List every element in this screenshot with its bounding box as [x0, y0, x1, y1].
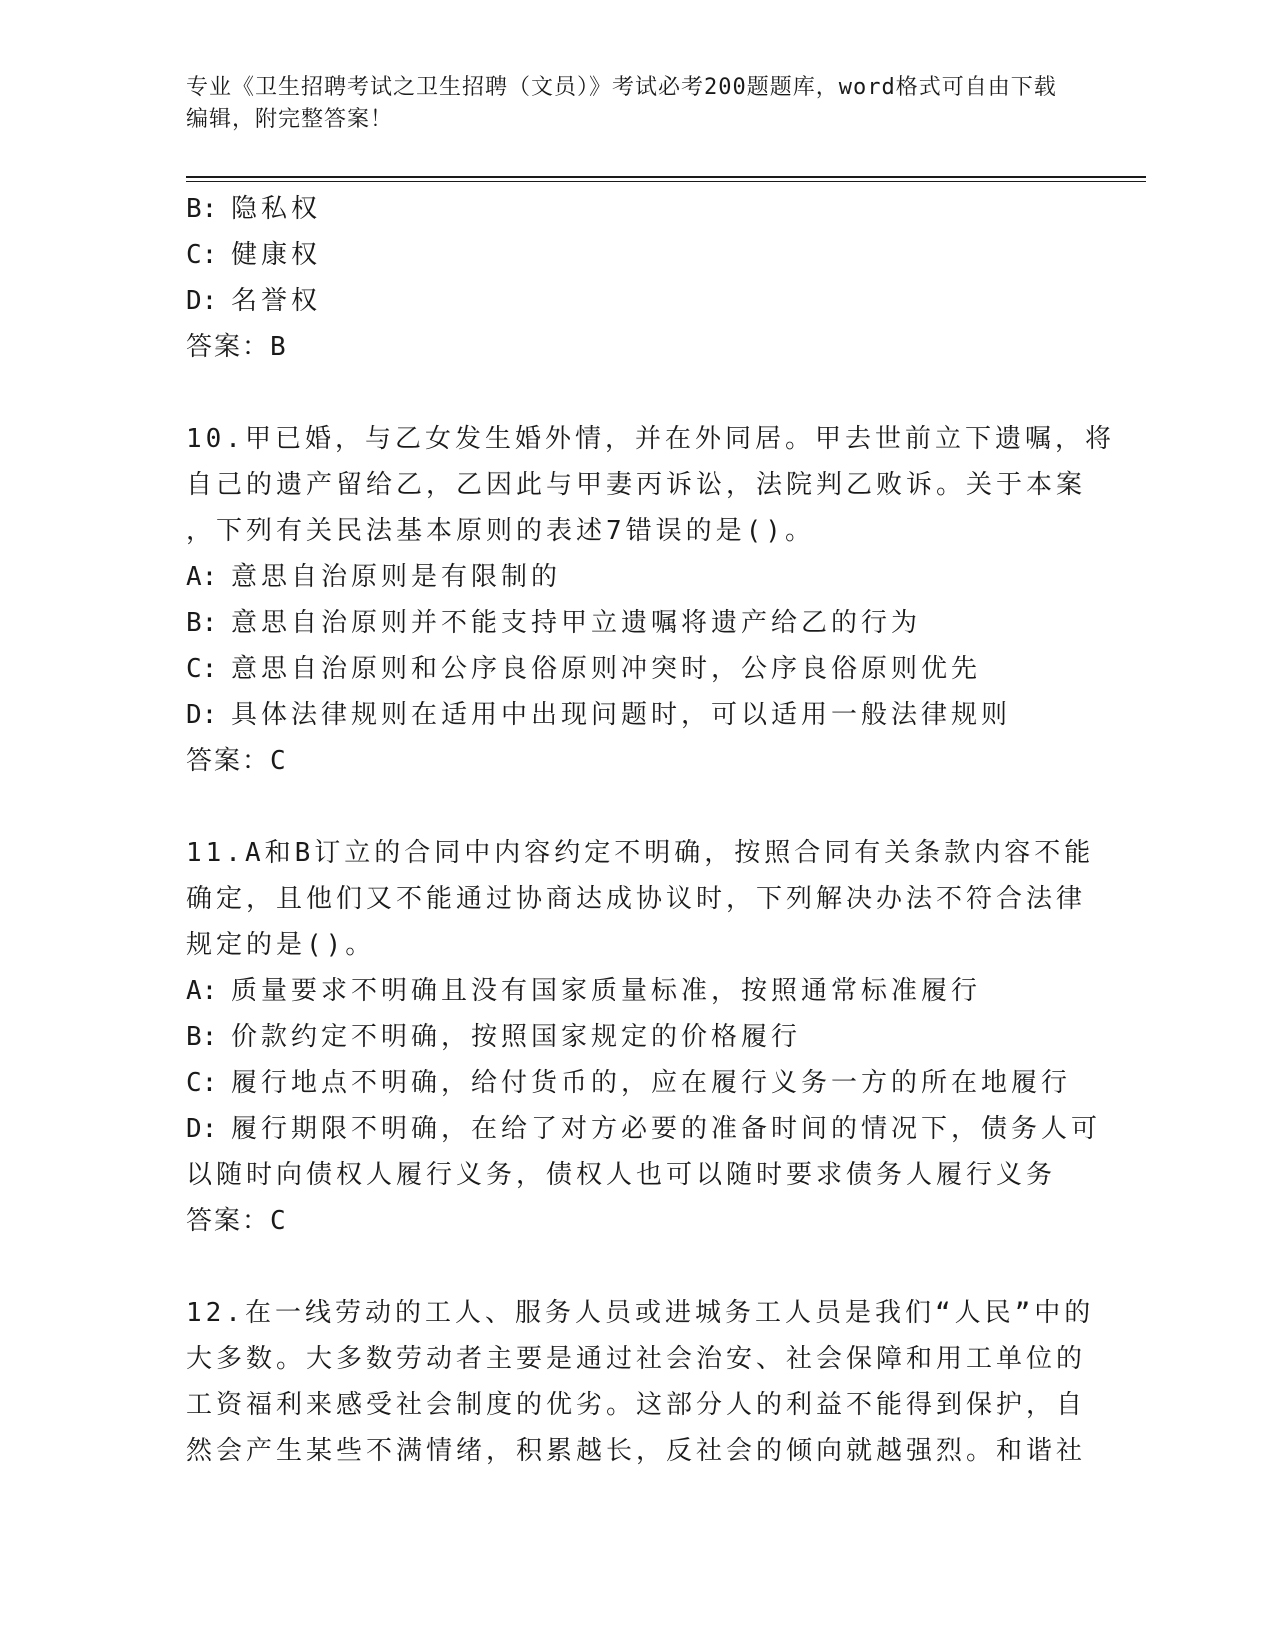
- header-text: 专业《卫生招聘考试之卫生招聘（文员）》考试必考200题题库，word格式可自由下载编辑，附完整答案！: [186, 75, 1057, 132]
- option-b: B: 价款约定不明确，按照国家规定的价格履行: [186, 1022, 802, 1052]
- question-stem-line: ，下列有关民法基本原则的表述7错误的是()。: [186, 516, 815, 546]
- header-divider-thick: [186, 176, 1146, 178]
- question-12: [186, 1290, 1095, 1474]
- answer-line: 答案：B: [186, 332, 288, 362]
- option-a: A: 意思自治原则是有限制的: [186, 562, 562, 592]
- document-body: [186, 186, 1115, 1474]
- question-stem-line: 12.在一线劳动的工人、服务人员或进城务工人员是我们“人民”中的: [186, 1298, 1095, 1328]
- option-b: B: 隐私权: [186, 194, 322, 224]
- option-d: D: 履行期限不明确，在给了对方必要的准备时间的情况下，债务人可: [186, 1114, 1102, 1144]
- option-b: B: 意思自治原则并不能支持甲立遗嘱将遗产给乙的行为: [186, 608, 922, 638]
- option-d: D: 名誉权: [186, 286, 322, 316]
- document-header: [186, 72, 1066, 136]
- question-10: [186, 416, 1115, 784]
- header-divider-thin: [186, 181, 1146, 182]
- question-stem-line: 自己的遗产留给乙，乙因此与甲妻丙诉讼，法院判乙败诉。关于本案: [186, 470, 1087, 500]
- option-c: C: 意思自治原则和公序良俗原则冲突时，公序良俗原则优先: [186, 654, 982, 684]
- question-stem-line: 然会产生某些不满情绪，积累越长，反社会的倾向就越强烈。和谐社: [186, 1436, 1087, 1466]
- question-stem-line: 大多数。大多数劳动者主要是通过社会治安、社会保障和用工单位的: [186, 1344, 1087, 1374]
- question-stem-line: 确定，且他们又不能通过协商达成协议时，下列解决办法不符合法律: [186, 884, 1087, 914]
- option-a: A: 质量要求不明确且没有国家质量标准，按照通常标准履行: [186, 976, 982, 1006]
- question-stem-line: 规定的是()。: [186, 930, 376, 960]
- option-c: C: 健康权: [186, 240, 322, 270]
- question-11: [186, 830, 1102, 1244]
- option-d: D: 具体法律规则在适用中出现问题时，可以适用一般法律规则: [186, 700, 1012, 730]
- question-stem-line: 11.A和B订立的合同中内容约定不明确，按照合同有关条款内容不能: [186, 838, 1095, 868]
- prev-question-block: [186, 186, 1066, 370]
- question-stem-line: 工资福利来感受社会制度的优劣。这部分人的利益不能得到保护，自: [186, 1390, 1087, 1420]
- option-c: C: 履行地点不明确，给付货币的，应在履行义务一方的所在地履行: [186, 1068, 1072, 1098]
- answer-line: 答案：C: [186, 746, 288, 776]
- answer-line: 答案：C: [186, 1206, 288, 1236]
- question-stem-line: 10.甲已婚，与乙女发生婚外情，并在外同居。甲去世前立下遗嘱，将: [186, 424, 1115, 454]
- option-d-continuation: 以随时向债权人履行义务，债权人也可以随时要求债务人履行义务: [186, 1160, 1057, 1190]
